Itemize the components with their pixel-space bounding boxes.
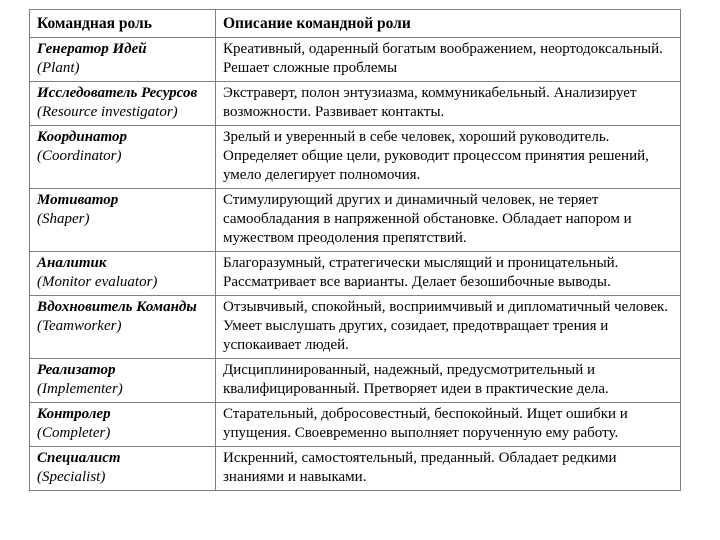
role-cell [30, 359, 216, 403]
role-english: (Plant) [37, 60, 80, 76]
role-description: Искренний, самостоятельный, преданный. Обладает редкими знаниями и навыками. [223, 450, 617, 485]
role-english: (Monitor evaluator) [37, 274, 158, 290]
table-row [30, 252, 681, 296]
role-english: (Teamworker) [37, 318, 122, 334]
role-cell [30, 189, 216, 252]
role-cell [30, 403, 216, 447]
role-description: Благоразумный, стратегически мыслящий и проницательный. Рассматривает все варианты. Делает безошибочные выводы. [223, 255, 619, 290]
description-cell [216, 359, 681, 403]
role-description: Старательный, добросовестный, беспокойный. Ищет ошибки и упущения. Своевременно выполняет порученную ему работу. [223, 406, 628, 441]
table-row [30, 189, 681, 252]
role-english: (Implementer) [37, 381, 123, 397]
table-row [30, 447, 681, 491]
role-cell [30, 447, 216, 491]
team-roles-table [29, 9, 681, 491]
header-description: Описание командной роли [216, 10, 681, 38]
role-name: Контролер [37, 406, 111, 422]
table-row [30, 296, 681, 359]
role-cell [30, 252, 216, 296]
role-name: Реализатор [37, 362, 116, 378]
description-cell [216, 126, 681, 189]
role-name: Координатор [37, 129, 127, 145]
role-description: Зрелый и уверенный в себе человек, хороший руководитель. Определяет общие цели, руководит процессом принятия решений, умело делегирует полномочия. [223, 129, 649, 183]
role-description: Стимулирующий других и динамичный человек, не теряет самообладания в напряженной обстановке. Обладает напором и мужеством преодоления препятствий. [223, 192, 632, 246]
role-english: (Coordinator) [37, 148, 122, 164]
role-english: (Shaper) [37, 211, 90, 227]
role-english: (Resource investigator) [37, 104, 178, 120]
description-cell [216, 82, 681, 126]
description-cell [216, 403, 681, 447]
role-english: (Specialist) [37, 469, 106, 485]
role-name: Генератор Идей [37, 41, 147, 57]
role-name: Мотиватор [37, 192, 119, 208]
role-cell [30, 296, 216, 359]
header-role: Командная роль [30, 10, 216, 38]
description-cell [216, 189, 681, 252]
role-cell [30, 82, 216, 126]
description-cell [216, 252, 681, 296]
role-name: Специалист [37, 450, 121, 466]
role-name: Аналитик [37, 255, 107, 271]
role-description: Отзывчивый, спокойный, восприимчивый и дипломатичный человек. Умеет выслушать других, созидает, предотвращает трения и успокаивает людей. [223, 299, 669, 353]
table-row [30, 38, 681, 82]
role-name: Вдохновитель Команды [37, 299, 197, 315]
role-cell [30, 126, 216, 189]
description-cell [216, 296, 681, 359]
description-cell [216, 38, 681, 82]
description-cell [216, 447, 681, 491]
role-description: Креативный, одаренный богатым воображением, неортодоксальный. Решает сложные проблемы [223, 41, 663, 76]
table-row [30, 359, 681, 403]
table-row [30, 403, 681, 447]
table-header-row [30, 10, 681, 38]
table-row [30, 126, 681, 189]
role-description: Экстраверт, полон энтузиазма, коммуникабельный. Анализирует возможности. Развивает контакты. [223, 85, 637, 120]
table-row [30, 82, 681, 126]
role-name: Исследователь Ресурсов [37, 85, 198, 101]
role-english: (Completer) [37, 425, 111, 441]
role-description: Дисциплинированный, надежный, предусмотрительный и квалифицированный. Претворяет идеи в практические дела. [223, 362, 609, 397]
role-cell [30, 38, 216, 82]
